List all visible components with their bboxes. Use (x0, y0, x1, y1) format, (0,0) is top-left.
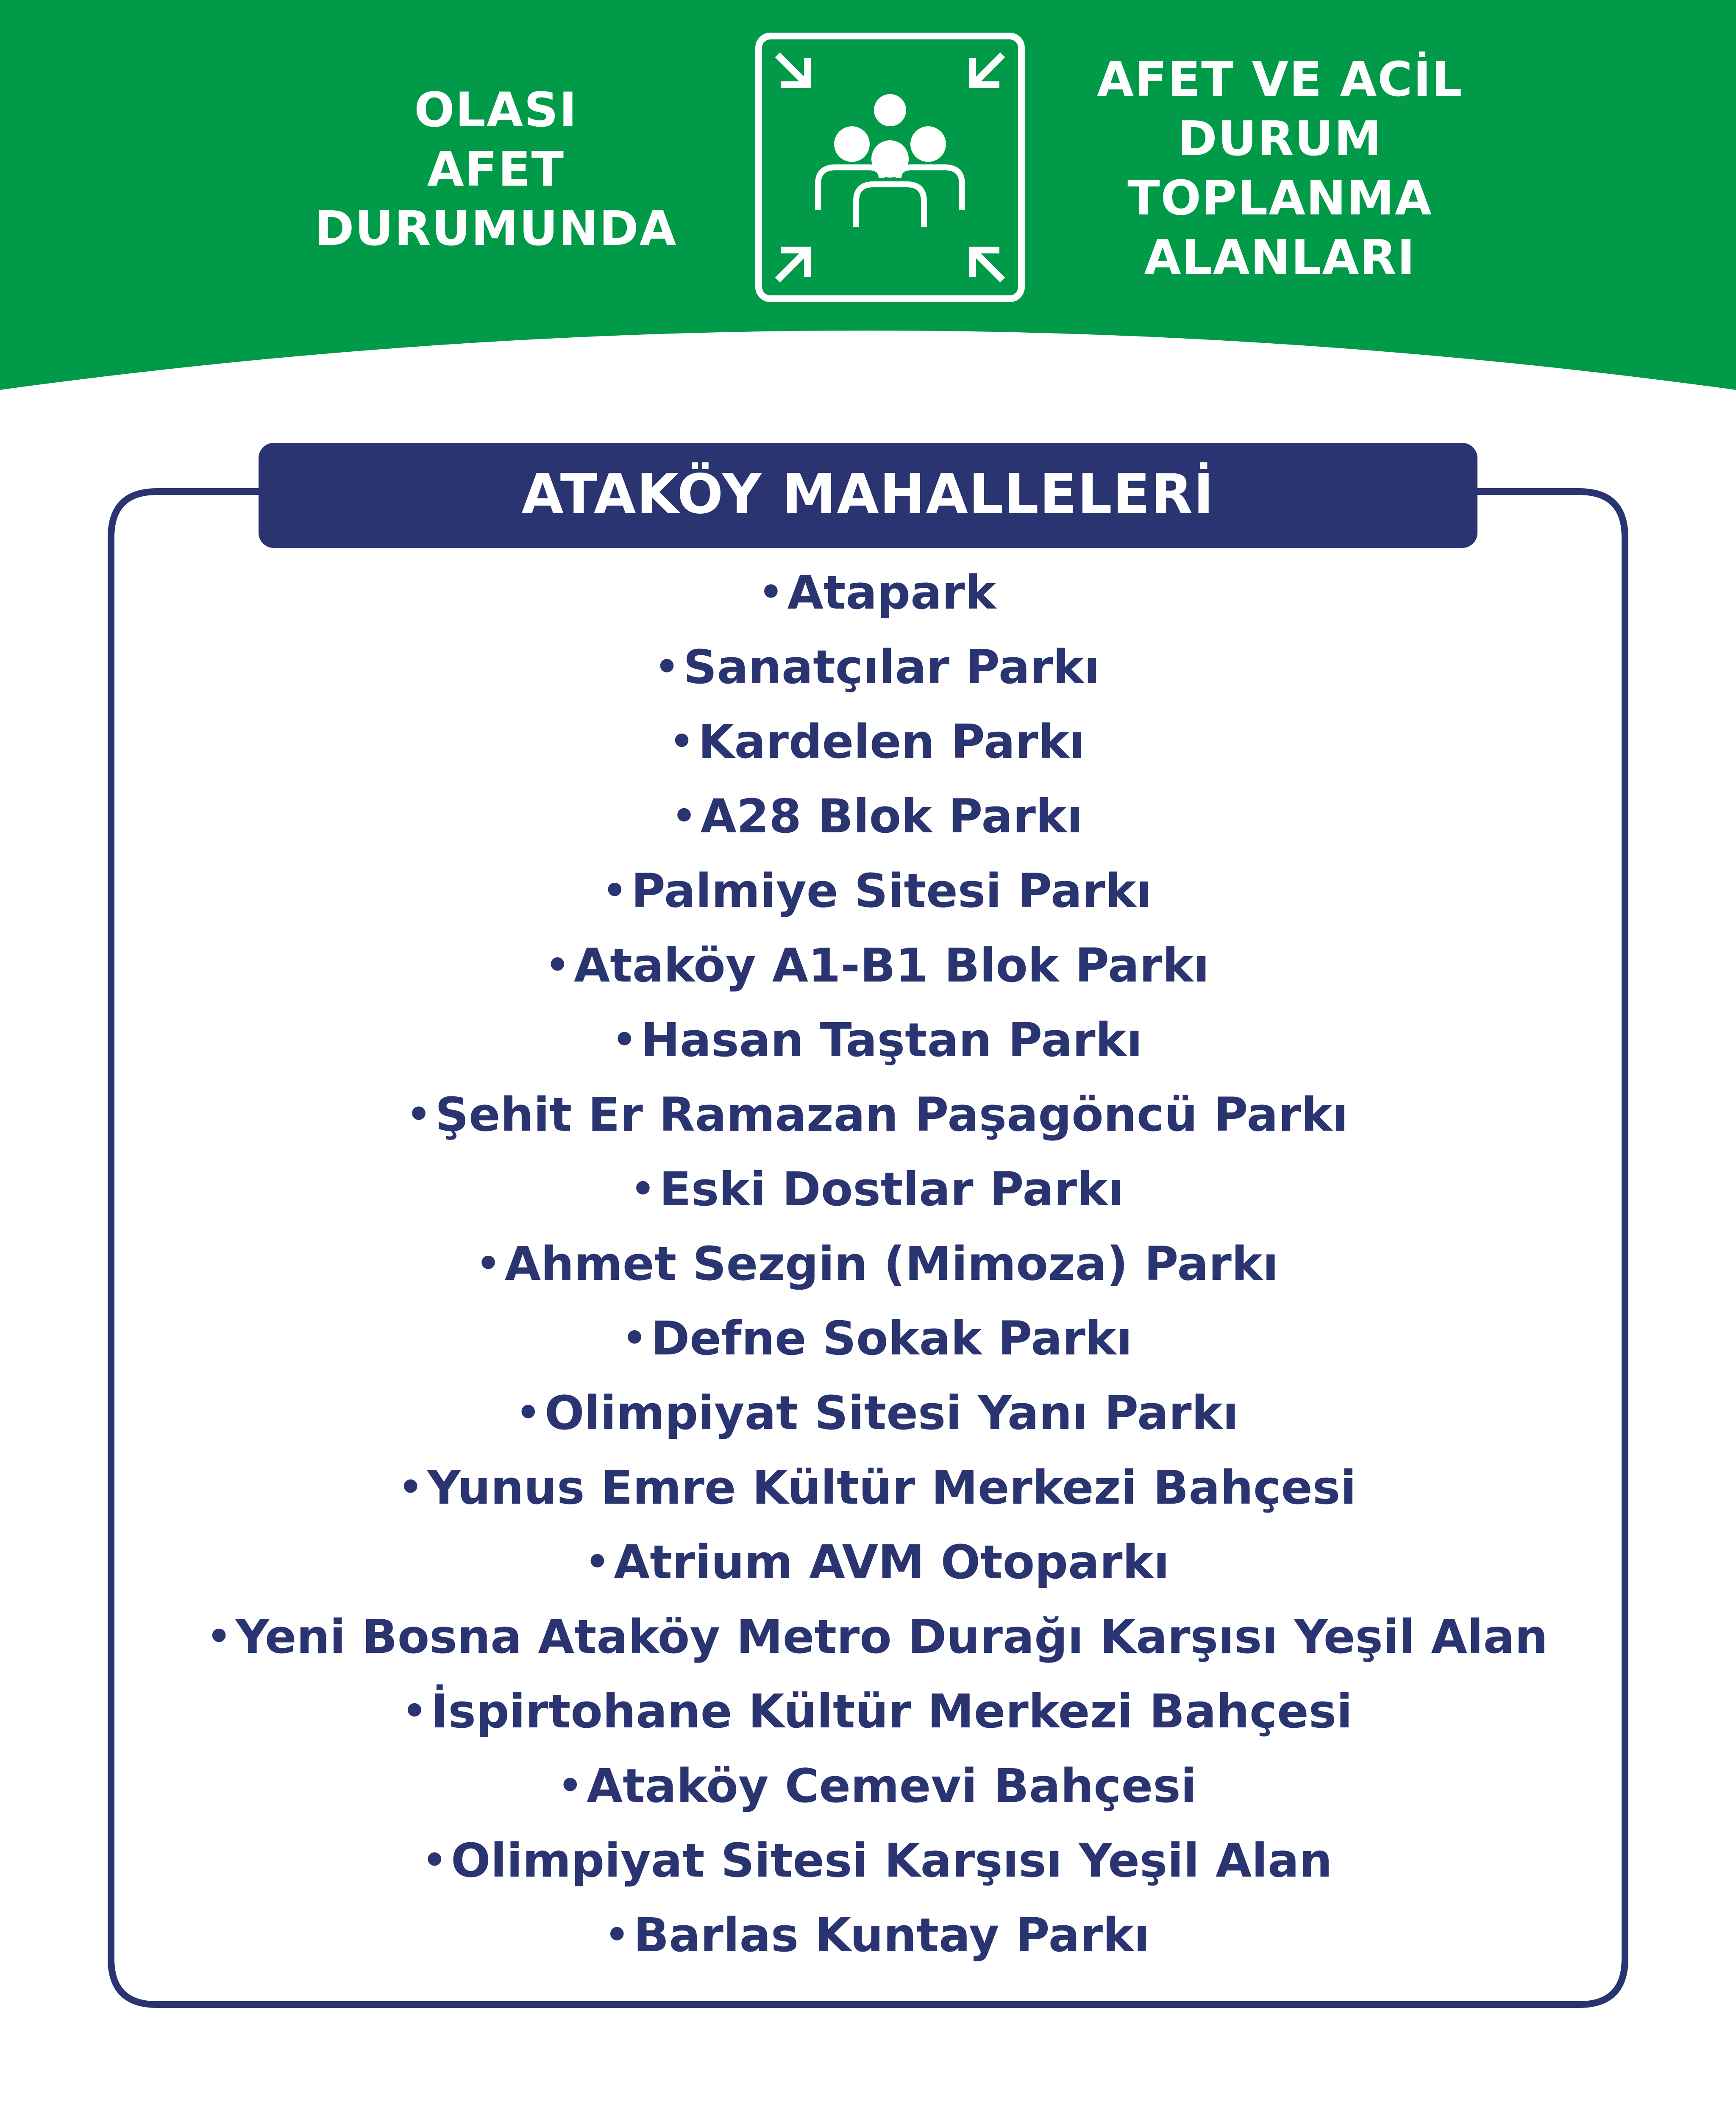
bullet-icon: • (516, 1390, 541, 1435)
list-item (127, 1376, 1628, 1450)
place-name: Olimpiyat Sitesi Karşısı Yeşil Alan (451, 1833, 1333, 1888)
bullet-icon: • (402, 1689, 427, 1733)
list-item (127, 854, 1628, 928)
bullet-icon: • (476, 1241, 501, 1286)
list-item (127, 1226, 1628, 1301)
bullet-icon: • (612, 1018, 637, 1062)
section-title: ATAKÖY MAHALLELERİ (521, 462, 1215, 526)
bullet-icon: • (759, 570, 783, 615)
header-right-line: DURUM (1177, 111, 1383, 167)
place-name: Yeni Bosna Ataköy Metro Durağı Karşısı Yeşil Alan (235, 1610, 1548, 1664)
place-name: Şehit Er Ramazan Paşagöncü Parkı (435, 1087, 1348, 1142)
header-left-line: DURUMUNDA (314, 201, 677, 256)
list-item (127, 1301, 1628, 1376)
place-name: Olimpiyat Sitesi Yanı Parkı (545, 1386, 1239, 1440)
place-name: Ataköy Cemevi Bahçesi (587, 1759, 1197, 1813)
list-item (127, 1450, 1628, 1525)
place-name: Hasan Taştan Parkı (640, 1013, 1143, 1067)
section-title-tab (259, 443, 1477, 548)
list-item (127, 1674, 1628, 1749)
bullet-icon: • (398, 1465, 423, 1510)
list-item (127, 1823, 1628, 1898)
bullet-icon: • (605, 1913, 629, 1957)
list-item (127, 779, 1628, 854)
list-item (127, 1599, 1628, 1674)
list-item (127, 1525, 1628, 1599)
place-name: Ataköy A1-B1 Blok Parkı (574, 938, 1210, 993)
list-item (127, 1749, 1628, 1823)
bullet-icon: • (422, 1838, 447, 1883)
place-name: Yunus Emre Kültür Merkezi Bahçesi (427, 1460, 1357, 1515)
place-name: Barlas Kuntay Parkı (633, 1908, 1150, 1962)
place-name: Eski Dostlar Parkı (659, 1162, 1124, 1216)
assembly-area-list (127, 555, 1628, 1972)
list-item (127, 928, 1628, 1003)
header-right-line: TOPLANMA (1127, 171, 1433, 226)
bullet-icon: • (585, 1540, 610, 1584)
header-left-line: AFET (427, 142, 565, 197)
bullet-icon: • (545, 943, 570, 987)
list-item (127, 1077, 1628, 1152)
list-item (127, 630, 1628, 704)
header-right-line: ALANLARI (1144, 230, 1416, 285)
bullet-icon: • (206, 1614, 231, 1659)
bullet-icon: • (631, 1167, 655, 1211)
place-name: İspirtohane Kültür Merkezi Bahçesi (431, 1684, 1352, 1738)
place-name: Ahmet Sezgin (Mimoza) Parkı (504, 1237, 1279, 1291)
header-right-line: AFET VE ACİL (1097, 52, 1463, 107)
place-name: Atrium AVM Otoparkı (614, 1535, 1170, 1589)
bullet-icon: • (622, 1316, 647, 1360)
bullet-icon: • (672, 794, 696, 838)
bullet-icon: • (558, 1763, 583, 1808)
header-left-line: OLASI (414, 83, 578, 138)
place-name: Atapark (787, 565, 996, 620)
bullet-icon: • (406, 1092, 431, 1137)
bullet-icon: • (669, 719, 694, 764)
list-item (127, 1898, 1628, 1972)
bullet-icon: • (654, 645, 679, 689)
place-name: A28 Blok Parkı (700, 789, 1083, 843)
list-item (127, 555, 1628, 630)
list-item (127, 704, 1628, 779)
list-item (127, 1152, 1628, 1226)
place-name: Defne Sokak Parkı (651, 1311, 1132, 1365)
list-item (127, 1003, 1628, 1077)
bullet-icon: • (602, 868, 627, 913)
place-name: Palmiye Sitesi Parkı (631, 864, 1152, 918)
place-name: Sanatçılar Parkı (683, 640, 1100, 694)
place-name: Kardelen Parkı (698, 715, 1085, 769)
